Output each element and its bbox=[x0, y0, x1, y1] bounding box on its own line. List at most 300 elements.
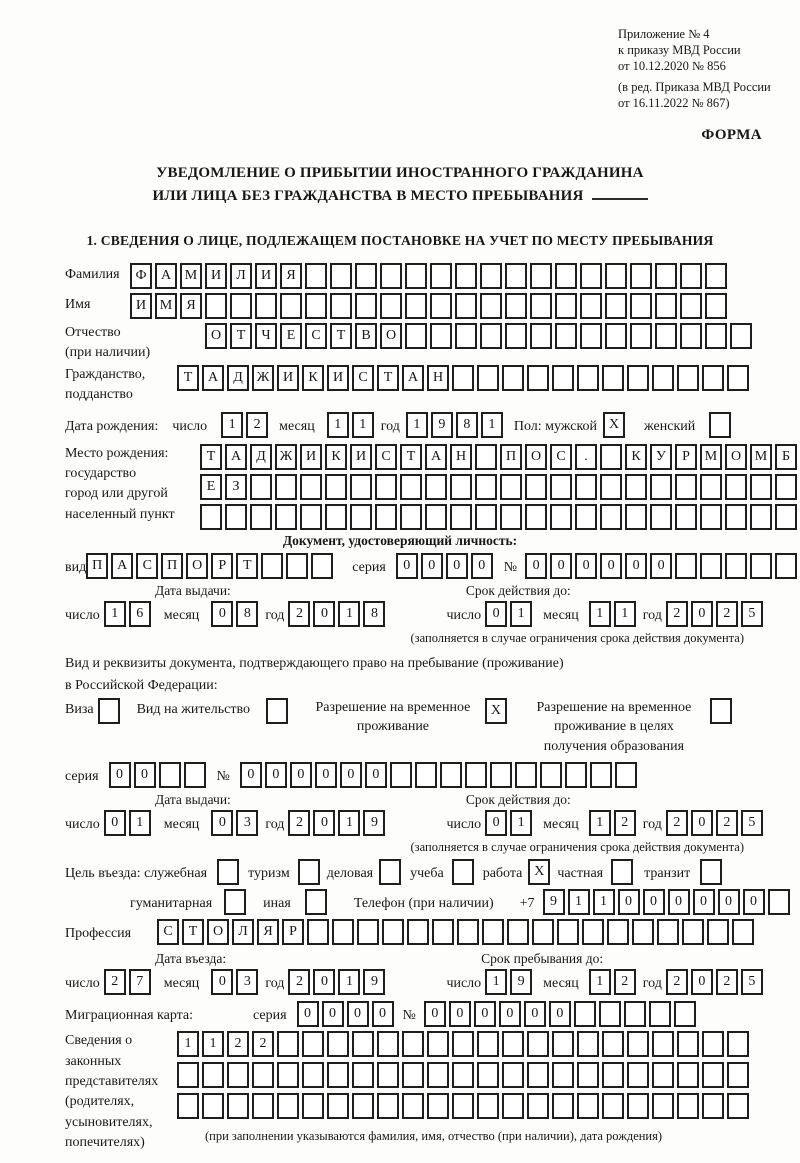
birthplace-cell[interactable] bbox=[200, 504, 222, 530]
birthplace-cell[interactable]: С bbox=[375, 444, 397, 470]
citizenship-cell[interactable] bbox=[652, 365, 674, 391]
doc-issue-year-cell[interactable]: 0 bbox=[313, 601, 335, 627]
birthplace-cell[interactable] bbox=[400, 504, 422, 530]
rvpo-checkbox[interactable] bbox=[710, 698, 735, 724]
legal-reps-line2[interactable] bbox=[177, 1062, 752, 1088]
birthplace-cell[interactable] bbox=[225, 504, 247, 530]
res-issue-year-cell[interactable]: 0 bbox=[313, 810, 335, 836]
legal-reps-cell[interactable] bbox=[327, 1093, 349, 1119]
sex-female-checkbox[interactable] bbox=[709, 412, 734, 438]
doc-issue-month-cell[interactable]: 8 bbox=[236, 601, 258, 627]
mc-number-cell[interactable] bbox=[674, 1001, 696, 1027]
work-checkbox[interactable] bbox=[528, 859, 553, 885]
legal-reps-cell[interactable] bbox=[602, 1093, 624, 1119]
birthplace-cell[interactable] bbox=[475, 444, 497, 470]
legal-reps-cell[interactable] bbox=[177, 1062, 199, 1088]
citizenship-cell[interactable]: Д bbox=[227, 365, 249, 391]
phone-cell[interactable]: 0 bbox=[718, 889, 740, 915]
legal-reps-cell[interactable] bbox=[577, 1062, 599, 1088]
citizenship-cell[interactable]: А bbox=[402, 365, 424, 391]
doc-valid-month-cell[interactable]: 1 bbox=[589, 601, 611, 627]
citizenship-cell[interactable]: К bbox=[302, 365, 324, 391]
doc-vid-cell[interactable]: С bbox=[136, 553, 158, 579]
birthplace-cell[interactable] bbox=[600, 474, 622, 500]
patronymic-cell[interactable] bbox=[405, 323, 427, 349]
legal-reps-cell[interactable] bbox=[177, 1093, 199, 1119]
firstname-cell[interactable] bbox=[605, 293, 627, 319]
legal-reps-cell[interactable] bbox=[552, 1031, 574, 1057]
doc-seriya-cell[interactable]: 0 bbox=[396, 553, 418, 579]
birthplace-cell[interactable] bbox=[675, 474, 697, 500]
mc-number-cell[interactable]: 0 bbox=[424, 1001, 446, 1027]
patronymic-cell[interactable] bbox=[455, 323, 477, 349]
citizenship-cell[interactable] bbox=[727, 365, 749, 391]
birthplace-cell[interactable]: И bbox=[300, 444, 322, 470]
citizenship-cell[interactable] bbox=[477, 365, 499, 391]
surname-cell[interactable] bbox=[430, 263, 452, 289]
legal-reps-cell[interactable] bbox=[727, 1062, 749, 1088]
doc-valid-year-cell[interactable]: 0 bbox=[691, 601, 713, 627]
doc-number-cell[interactable]: 0 bbox=[525, 553, 547, 579]
legal-reps-cell[interactable] bbox=[402, 1062, 424, 1088]
surname-cell[interactable]: Ф bbox=[130, 263, 152, 289]
birthplace-cell[interactable]: У bbox=[650, 444, 672, 470]
doc-valid-day-cell[interactable]: 1 bbox=[510, 601, 532, 627]
birthplace-cell[interactable]: . bbox=[575, 444, 597, 470]
birthplace-cell[interactable] bbox=[525, 474, 547, 500]
study-cell[interactable] bbox=[452, 859, 474, 885]
surname-cell[interactable] bbox=[330, 263, 352, 289]
service-cell[interactable] bbox=[217, 859, 239, 885]
rvp-cell[interactable]: X bbox=[485, 698, 507, 724]
surname-cell[interactable] bbox=[680, 263, 702, 289]
patronymic-cell[interactable] bbox=[580, 323, 602, 349]
birthplace-cell[interactable]: И bbox=[350, 444, 372, 470]
entry-year-cell[interactable]: 0 bbox=[313, 969, 335, 995]
doc-number-cell[interactable] bbox=[725, 553, 747, 579]
birthplace-cell[interactable] bbox=[650, 474, 672, 500]
res-seriya-cell[interactable]: 0 bbox=[134, 762, 156, 788]
legal-reps-cell[interactable] bbox=[252, 1062, 274, 1088]
birthplace-cell[interactable] bbox=[250, 504, 272, 530]
firstname-cell[interactable]: М bbox=[155, 293, 177, 319]
doc-vid-cell[interactable] bbox=[311, 553, 333, 579]
stay-day-input[interactable] bbox=[485, 969, 535, 995]
patronymic-cell[interactable]: Е bbox=[280, 323, 302, 349]
legal-reps-cell[interactable] bbox=[677, 1062, 699, 1088]
legal-reps-cell[interactable]: 1 bbox=[177, 1031, 199, 1057]
stay-year-cell[interactable]: 0 bbox=[691, 969, 713, 995]
doc-number-input[interactable] bbox=[525, 553, 800, 579]
mc-number-cell[interactable]: 0 bbox=[474, 1001, 496, 1027]
entry-month-cell[interactable]: 0 bbox=[211, 969, 233, 995]
profession-cell[interactable] bbox=[682, 919, 704, 945]
legal-reps-cell[interactable] bbox=[577, 1031, 599, 1057]
legal-reps-cell[interactable] bbox=[477, 1093, 499, 1119]
firstname-cell[interactable] bbox=[330, 293, 352, 319]
phone-cell[interactable]: 0 bbox=[618, 889, 640, 915]
citizenship-cell[interactable] bbox=[452, 365, 474, 391]
res-issue-year-cell[interactable]: 2 bbox=[288, 810, 310, 836]
tourism-cell[interactable] bbox=[298, 859, 320, 885]
firstname-cell[interactable]: Я bbox=[180, 293, 202, 319]
legal-reps-cell[interactable] bbox=[377, 1093, 399, 1119]
citizenship-cell[interactable] bbox=[702, 365, 724, 391]
surname-cell[interactable] bbox=[605, 263, 627, 289]
stay-month-cell[interactable]: 2 bbox=[614, 969, 636, 995]
firstname-cell[interactable] bbox=[405, 293, 427, 319]
res-number-cell[interactable]: 0 bbox=[240, 762, 262, 788]
birthplace-cell[interactable]: Д bbox=[250, 444, 272, 470]
profession-cell[interactable] bbox=[357, 919, 379, 945]
phone-input[interactable] bbox=[543, 889, 793, 915]
birthplace-cell[interactable] bbox=[425, 504, 447, 530]
birthplace-line2[interactable] bbox=[200, 474, 800, 500]
birth-year-cell[interactable]: 9 bbox=[431, 412, 453, 438]
birth-day-input[interactable] bbox=[221, 412, 271, 438]
doc-issue-year-cell[interactable]: 1 bbox=[338, 601, 360, 627]
rvp-checkbox[interactable] bbox=[485, 698, 510, 724]
legal-reps-cell[interactable] bbox=[452, 1062, 474, 1088]
birthplace-cell[interactable]: Р bbox=[675, 444, 697, 470]
birthplace-cell[interactable] bbox=[575, 504, 597, 530]
sex-female-cell[interactable] bbox=[709, 412, 731, 438]
doc-valid-year-cell[interactable]: 2 bbox=[666, 601, 688, 627]
sex-male-checkbox[interactable] bbox=[603, 412, 628, 438]
birthplace-cell[interactable] bbox=[300, 474, 322, 500]
legal-reps-cell[interactable] bbox=[327, 1062, 349, 1088]
profession-cell[interactable]: Л bbox=[232, 919, 254, 945]
legal-reps-cell[interactable] bbox=[527, 1031, 549, 1057]
res-number-cell[interactable] bbox=[465, 762, 487, 788]
legal-reps-cell[interactable] bbox=[677, 1093, 699, 1119]
patronymic-cell[interactable] bbox=[555, 323, 577, 349]
patronymic-cell[interactable] bbox=[630, 323, 652, 349]
surname-cell[interactable] bbox=[580, 263, 602, 289]
doc-number-cell[interactable]: 0 bbox=[575, 553, 597, 579]
res-number-cell[interactable]: 0 bbox=[290, 762, 312, 788]
legal-reps-cell[interactable] bbox=[277, 1031, 299, 1057]
legal-reps-cell[interactable] bbox=[352, 1093, 374, 1119]
other-cell[interactable] bbox=[305, 889, 327, 915]
res-seriya-input[interactable] bbox=[109, 762, 209, 788]
legal-reps-cell[interactable] bbox=[402, 1031, 424, 1057]
mc-seriya-cell[interactable]: 0 bbox=[322, 1001, 344, 1027]
birthplace-cell[interactable]: С bbox=[550, 444, 572, 470]
profession-cell[interactable] bbox=[632, 919, 654, 945]
legal-reps-cell[interactable] bbox=[602, 1031, 624, 1057]
legal-reps-cell[interactable] bbox=[227, 1062, 249, 1088]
birthplace-cell[interactable] bbox=[475, 474, 497, 500]
doc-valid-day-input[interactable] bbox=[485, 601, 535, 627]
birthplace-line3[interactable] bbox=[200, 504, 800, 530]
birthplace-cell[interactable] bbox=[650, 504, 672, 530]
res-number-cell[interactable] bbox=[490, 762, 512, 788]
birthplace-cell[interactable]: Ж bbox=[275, 444, 297, 470]
birthplace-cell[interactable]: М bbox=[750, 444, 772, 470]
patronymic-cell[interactable]: В bbox=[355, 323, 377, 349]
doc-vid-cell[interactable]: П bbox=[161, 553, 183, 579]
mc-number-cell[interactable] bbox=[599, 1001, 621, 1027]
profession-cell[interactable] bbox=[407, 919, 429, 945]
citizenship-cell[interactable]: Т bbox=[177, 365, 199, 391]
legal-reps-cell[interactable] bbox=[502, 1093, 524, 1119]
stay-day-cell[interactable]: 1 bbox=[485, 969, 507, 995]
birthplace-cell[interactable] bbox=[300, 504, 322, 530]
mc-number-cell[interactable]: 0 bbox=[549, 1001, 571, 1027]
birthplace-cell[interactable] bbox=[375, 504, 397, 530]
profession-cell[interactable] bbox=[557, 919, 579, 945]
legal-reps-cell[interactable] bbox=[627, 1062, 649, 1088]
res-seriya-cell[interactable]: 0 bbox=[109, 762, 131, 788]
patronymic-cell[interactable]: О bbox=[380, 323, 402, 349]
legal-reps-cell[interactable] bbox=[277, 1062, 299, 1088]
mc-number-cell[interactable] bbox=[649, 1001, 671, 1027]
patronymic-input[interactable] bbox=[205, 323, 755, 349]
birth-day-cell[interactable]: 2 bbox=[246, 412, 268, 438]
phone-cell[interactable]: 0 bbox=[668, 889, 690, 915]
surname-cell[interactable] bbox=[530, 263, 552, 289]
birthplace-cell[interactable] bbox=[500, 474, 522, 500]
doc-vid-cell[interactable]: Т bbox=[236, 553, 258, 579]
surname-cell[interactable] bbox=[455, 263, 477, 289]
legal-reps-cell[interactable] bbox=[352, 1062, 374, 1088]
profession-cell[interactable] bbox=[532, 919, 554, 945]
doc-number-cell[interactable] bbox=[775, 553, 797, 579]
firstname-cell[interactable] bbox=[380, 293, 402, 319]
birthplace-cell[interactable]: Т bbox=[200, 444, 222, 470]
birth-month-cell[interactable]: 1 bbox=[327, 412, 349, 438]
firstname-cell[interactable] bbox=[230, 293, 252, 319]
legal-reps-cell[interactable] bbox=[252, 1093, 274, 1119]
firstname-cell[interactable]: И bbox=[130, 293, 152, 319]
birthplace-cell[interactable]: Е bbox=[200, 474, 222, 500]
stay-year-cell[interactable]: 2 bbox=[666, 969, 688, 995]
patronymic-cell[interactable] bbox=[430, 323, 452, 349]
legal-reps-cell[interactable] bbox=[552, 1093, 574, 1119]
res-issue-day-cell[interactable]: 0 bbox=[104, 810, 126, 836]
res-valid-year-cell[interactable]: 2 bbox=[666, 810, 688, 836]
mc-number-input[interactable] bbox=[424, 1001, 699, 1027]
birthplace-cell[interactable] bbox=[325, 474, 347, 500]
doc-valid-month-input[interactable] bbox=[589, 601, 639, 627]
doc-number-cell[interactable]: 0 bbox=[625, 553, 647, 579]
res-issue-month-input[interactable] bbox=[211, 810, 261, 836]
citizenship-cell[interactable] bbox=[502, 365, 524, 391]
res-issue-day-cell[interactable]: 1 bbox=[129, 810, 151, 836]
legal-reps-cell[interactable] bbox=[327, 1031, 349, 1057]
res-number-cell[interactable] bbox=[390, 762, 412, 788]
birthplace-cell[interactable] bbox=[725, 504, 747, 530]
stay-year-input[interactable] bbox=[666, 969, 766, 995]
res-issue-year-cell[interactable]: 9 bbox=[363, 810, 385, 836]
doc-seriya-cell[interactable]: 0 bbox=[471, 553, 493, 579]
entry-year-cell[interactable]: 9 bbox=[363, 969, 385, 995]
doc-seriya-cell[interactable]: 0 bbox=[421, 553, 443, 579]
profession-cell[interactable] bbox=[457, 919, 479, 945]
doc-number-cell[interactable] bbox=[750, 553, 772, 579]
surname-cell[interactable]: А bbox=[155, 263, 177, 289]
doc-number-cell[interactable]: 0 bbox=[550, 553, 572, 579]
firstname-input[interactable] bbox=[130, 293, 730, 319]
res-issue-year-cell[interactable]: 1 bbox=[338, 810, 360, 836]
res-issue-day-input[interactable] bbox=[104, 810, 154, 836]
firstname-cell[interactable] bbox=[505, 293, 527, 319]
birthplace-cell[interactable] bbox=[275, 504, 297, 530]
legal-reps-cell[interactable] bbox=[602, 1062, 624, 1088]
profession-cell[interactable] bbox=[582, 919, 604, 945]
birthplace-cell[interactable] bbox=[700, 474, 722, 500]
birthplace-cell[interactable] bbox=[475, 504, 497, 530]
legal-reps-cell[interactable] bbox=[502, 1031, 524, 1057]
humanitarian-checkbox[interactable] bbox=[224, 889, 249, 915]
res-number-cell[interactable] bbox=[590, 762, 612, 788]
legal-reps-cell[interactable] bbox=[302, 1093, 324, 1119]
firstname-cell[interactable] bbox=[630, 293, 652, 319]
doc-number-cell[interactable] bbox=[700, 553, 722, 579]
patronymic-cell[interactable] bbox=[705, 323, 727, 349]
birthplace-cell[interactable]: Т bbox=[400, 444, 422, 470]
patronymic-cell[interactable] bbox=[480, 323, 502, 349]
doc-valid-month-cell[interactable]: 1 bbox=[614, 601, 636, 627]
birth-month-cell[interactable]: 1 bbox=[352, 412, 374, 438]
res-number-cell[interactable] bbox=[515, 762, 537, 788]
legal-reps-cell[interactable] bbox=[302, 1062, 324, 1088]
birthplace-cell[interactable] bbox=[600, 444, 622, 470]
birthplace-cell[interactable] bbox=[375, 474, 397, 500]
entry-day-cell[interactable]: 7 bbox=[129, 969, 151, 995]
citizenship-cell[interactable] bbox=[527, 365, 549, 391]
res-valid-day-cell[interactable]: 0 bbox=[485, 810, 507, 836]
legal-reps-cell[interactable] bbox=[652, 1031, 674, 1057]
birthplace-cell[interactable]: М bbox=[700, 444, 722, 470]
profession-cell[interactable] bbox=[507, 919, 529, 945]
legal-reps-cell[interactable] bbox=[702, 1093, 724, 1119]
legal-reps-cell[interactable] bbox=[727, 1093, 749, 1119]
surname-cell[interactable] bbox=[705, 263, 727, 289]
stay-day-cell[interactable]: 9 bbox=[510, 969, 532, 995]
citizenship-cell[interactable] bbox=[602, 365, 624, 391]
birthplace-cell[interactable] bbox=[275, 474, 297, 500]
firstname-cell[interactable] bbox=[280, 293, 302, 319]
doc-number-cell[interactable]: 0 bbox=[600, 553, 622, 579]
surname-cell[interactable] bbox=[655, 263, 677, 289]
birthplace-cell[interactable]: К bbox=[625, 444, 647, 470]
profession-cell[interactable] bbox=[382, 919, 404, 945]
patronymic-cell[interactable]: Т bbox=[230, 323, 252, 349]
birthplace-cell[interactable]: Н bbox=[450, 444, 472, 470]
surname-cell[interactable]: И bbox=[205, 263, 227, 289]
firstname-cell[interactable] bbox=[555, 293, 577, 319]
birthplace-cell[interactable] bbox=[750, 474, 772, 500]
doc-number-cell[interactable] bbox=[675, 553, 697, 579]
sex-male-cell[interactable]: X bbox=[603, 412, 625, 438]
birth-year-input[interactable] bbox=[406, 412, 506, 438]
profession-cell[interactable]: О bbox=[207, 919, 229, 945]
firstname-cell[interactable] bbox=[655, 293, 677, 319]
legal-reps-cell[interactable] bbox=[402, 1093, 424, 1119]
business-checkbox[interactable] bbox=[379, 859, 404, 885]
citizenship-cell[interactable]: С bbox=[352, 365, 374, 391]
citizenship-cell[interactable]: Н bbox=[427, 365, 449, 391]
profession-cell[interactable] bbox=[307, 919, 329, 945]
entry-year-cell[interactable]: 1 bbox=[338, 969, 360, 995]
surname-cell[interactable] bbox=[630, 263, 652, 289]
birthplace-cell[interactable] bbox=[725, 474, 747, 500]
profession-cell[interactable] bbox=[332, 919, 354, 945]
visa-checkbox[interactable] bbox=[98, 698, 123, 724]
surname-cell[interactable] bbox=[305, 263, 327, 289]
legal-reps-cell[interactable] bbox=[227, 1093, 249, 1119]
mc-seriya-cell[interactable]: 0 bbox=[297, 1001, 319, 1027]
entry-day-input[interactable] bbox=[104, 969, 154, 995]
profession-cell[interactable] bbox=[482, 919, 504, 945]
mc-seriya-input[interactable] bbox=[297, 1001, 397, 1027]
legal-reps-cell[interactable] bbox=[677, 1031, 699, 1057]
surname-cell[interactable]: М bbox=[180, 263, 202, 289]
surname-cell[interactable] bbox=[480, 263, 502, 289]
patronymic-cell[interactable] bbox=[505, 323, 527, 349]
legal-reps-cell[interactable] bbox=[202, 1093, 224, 1119]
legal-reps-cell[interactable]: 1 bbox=[202, 1031, 224, 1057]
legal-reps-cell[interactable] bbox=[652, 1093, 674, 1119]
surname-cell[interactable] bbox=[405, 263, 427, 289]
birthplace-cell[interactable] bbox=[675, 504, 697, 530]
legal-reps-line1[interactable] bbox=[177, 1031, 752, 1057]
mc-number-cell[interactable]: 0 bbox=[499, 1001, 521, 1027]
legal-reps-cell[interactable] bbox=[552, 1062, 574, 1088]
legal-reps-cell[interactable] bbox=[652, 1062, 674, 1088]
birthplace-cell[interactable]: П bbox=[500, 444, 522, 470]
birth-year-cell[interactable]: 1 bbox=[406, 412, 428, 438]
doc-issue-month-input[interactable] bbox=[211, 601, 261, 627]
doc-issue-year-input[interactable] bbox=[288, 601, 388, 627]
birthplace-cell[interactable] bbox=[350, 504, 372, 530]
profession-input[interactable] bbox=[157, 919, 757, 945]
profession-cell[interactable]: Т bbox=[182, 919, 204, 945]
entry-day-cell[interactable]: 2 bbox=[104, 969, 126, 995]
birthplace-cell[interactable]: А bbox=[425, 444, 447, 470]
birthplace-cell[interactable] bbox=[550, 474, 572, 500]
legal-reps-cell[interactable] bbox=[577, 1093, 599, 1119]
legal-reps-cell[interactable] bbox=[427, 1062, 449, 1088]
mc-seriya-cell[interactable]: 0 bbox=[347, 1001, 369, 1027]
tourism-checkbox[interactable] bbox=[298, 859, 323, 885]
patronymic-cell[interactable]: Т bbox=[330, 323, 352, 349]
birthplace-cell[interactable]: О bbox=[725, 444, 747, 470]
doc-issue-year-cell[interactable]: 8 bbox=[363, 601, 385, 627]
doc-valid-year-input[interactable] bbox=[666, 601, 766, 627]
birthplace-cell[interactable]: О bbox=[525, 444, 547, 470]
legal-reps-cell[interactable] bbox=[277, 1093, 299, 1119]
res-number-cell[interactable] bbox=[440, 762, 462, 788]
surname-cell[interactable] bbox=[555, 263, 577, 289]
vnz-checkbox[interactable] bbox=[266, 698, 291, 724]
mc-number-cell[interactable] bbox=[574, 1001, 596, 1027]
birthplace-line1[interactable] bbox=[200, 444, 800, 470]
firstname-cell[interactable] bbox=[255, 293, 277, 319]
profession-cell[interactable]: С bbox=[157, 919, 179, 945]
phone-cell[interactable]: 9 bbox=[543, 889, 565, 915]
birthplace-cell[interactable] bbox=[250, 474, 272, 500]
patronymic-cell[interactable] bbox=[730, 323, 752, 349]
vnz-cell[interactable] bbox=[266, 698, 288, 724]
birthplace-cell[interactable]: А bbox=[225, 444, 247, 470]
res-number-cell[interactable] bbox=[565, 762, 587, 788]
study-checkbox[interactable] bbox=[452, 859, 477, 885]
legal-reps-cell[interactable] bbox=[377, 1062, 399, 1088]
doc-vid-cell[interactable]: О bbox=[186, 553, 208, 579]
